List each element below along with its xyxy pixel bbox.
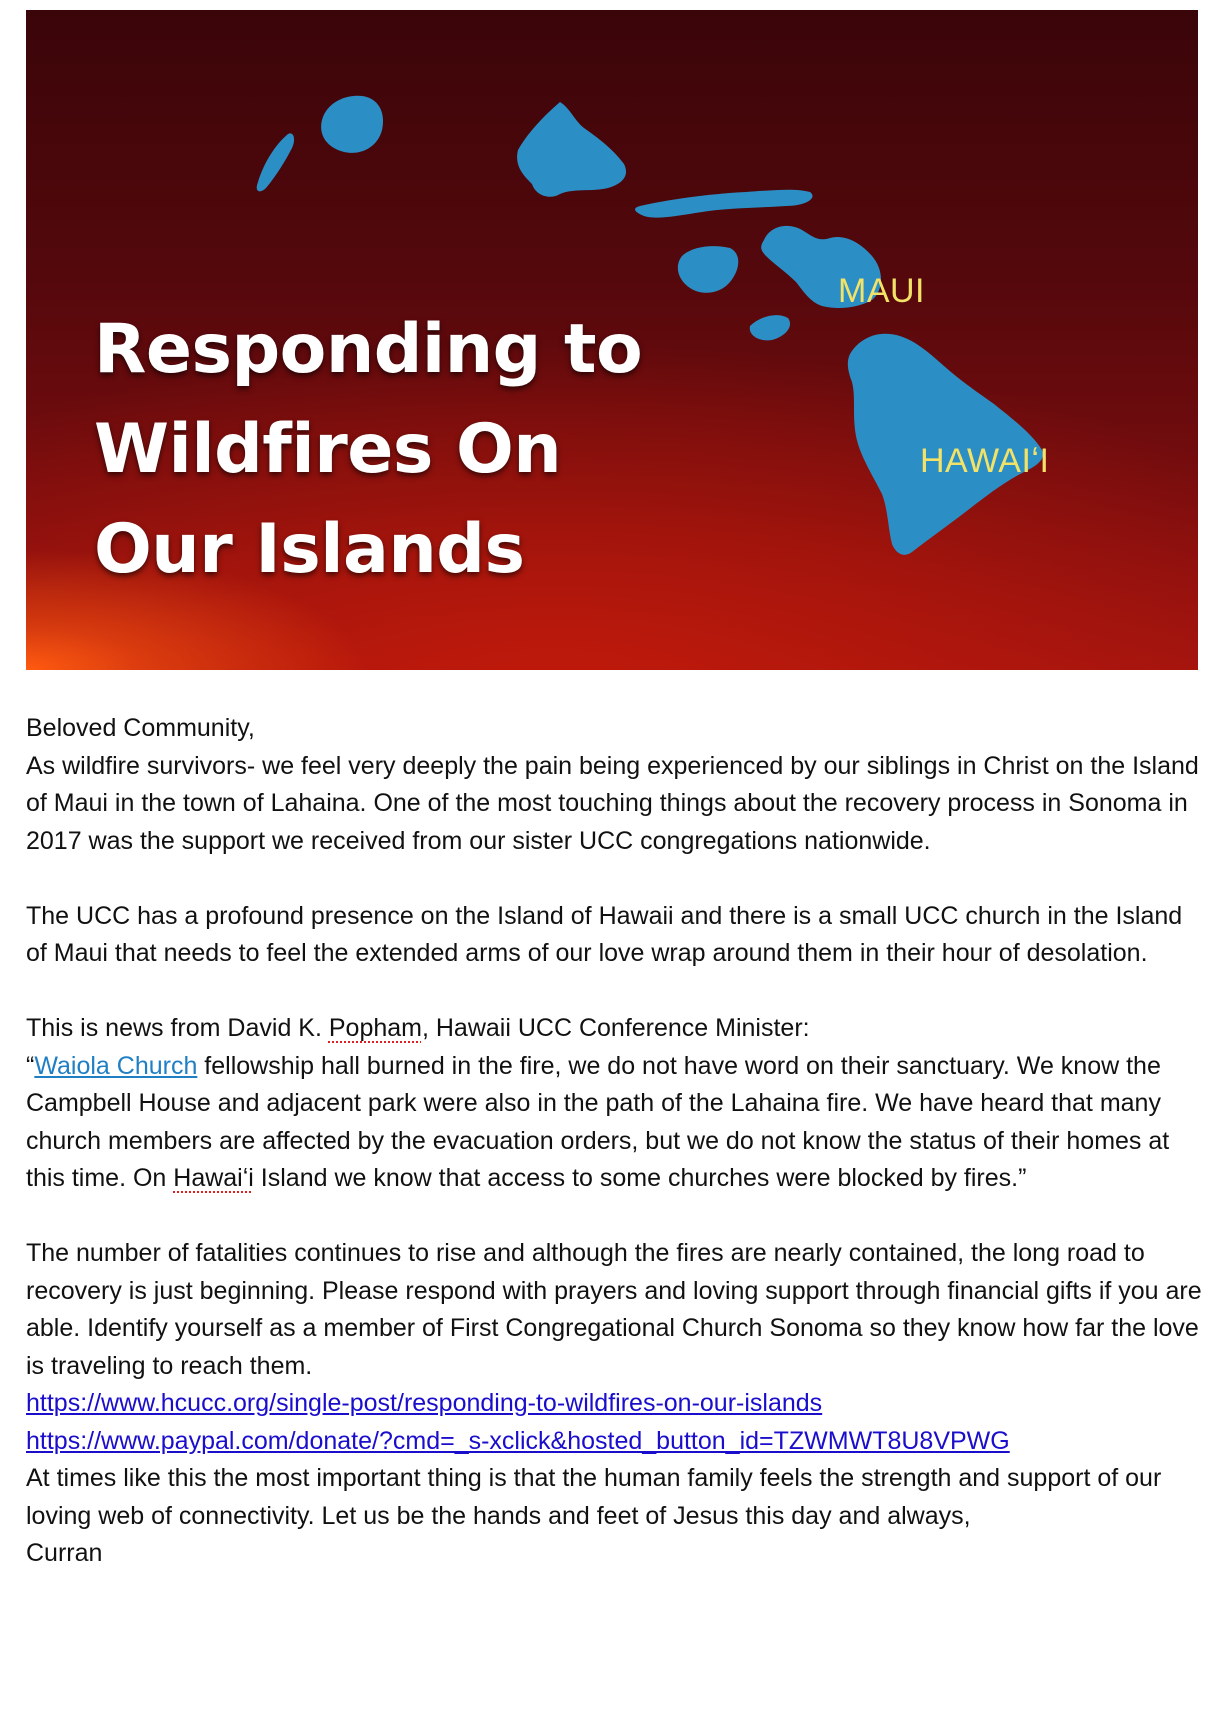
hcucc-link[interactable]: https://www.hcucc.org/single-post/responding-to-wildfires-on-our-islands	[26, 1389, 823, 1417]
map-label-hawaii: HAWAIʻI	[920, 442, 1050, 480]
paragraph-4: The number of fatalities continues to rise and although the fires are nearly contained, the long road to recovery is just beginning. Please respond with prayers and loving support through financial gifts if you are able. Identify yourself as a member of First Congregational Church Sonoma so they know how far the love is traveling to reach them.	[26, 1239, 1202, 1380]
closing-paragraph: At times like this the most important thing is that the human family feels the strength and support of our loving web of connectivity. Let us be the hands and feet of Jesus this day and always,	[26, 1464, 1162, 1530]
paypal-donate-link[interactable]: https://www.paypal.com/donate/?cmd=_s-xclick&hosted_button_id=TZWMWT8U8VPWG	[26, 1426, 1010, 1455]
name-popham: Popham	[328, 1014, 422, 1042]
island-lanai	[678, 246, 738, 293]
island-oahu	[517, 102, 626, 197]
map-label-maui: MAUI	[838, 272, 925, 310]
island-kahoolawe	[750, 315, 790, 340]
paragraph-spacer	[26, 973, 1206, 1011]
island-niihau	[257, 133, 294, 191]
hero-title	[94, 300, 734, 600]
word-hawaii: Hawaiʻi	[173, 1164, 254, 1192]
paragraph-spacer	[26, 1198, 1206, 1236]
news-intro-text-b: , Hawaii UCC Conference Minister:	[421, 1014, 810, 1042]
quote-text-b: Island we know that access to some churches were blocked by fires.”	[253, 1164, 1027, 1192]
signature: Curran	[26, 1539, 103, 1567]
paragraph-1: As wildfire survivors- we feel very deeply the pain being experienced by our siblings in Christ on the Island of Maui in the town of Lahaina. One of the most touching things about the recovery process in Sonoma in 2017 was the support we received from our sister UCC congregations nationwide.	[26, 751, 1199, 855]
island-molokai	[635, 190, 812, 218]
news-intro-text-a: This is news from David K.	[26, 1014, 329, 1042]
hero-title-line-2: Wildfires On	[94, 410, 562, 489]
hero-title-line-1: Responding to	[94, 310, 643, 389]
hero-banner	[26, 10, 1198, 670]
news-intro	[26, 1010, 1206, 1048]
news-quote	[26, 1048, 1206, 1198]
waiola-church-link[interactable]: Waiola Church	[34, 1051, 198, 1080]
hero-title-line-3: Our Islands	[94, 510, 525, 589]
paragraph-spacer	[26, 860, 1206, 898]
greeting: Beloved Community,	[26, 714, 255, 742]
island-kauai	[321, 96, 383, 153]
letter-body	[26, 710, 1206, 1573]
paragraph-2: The UCC has a profound presence on the Island of Hawaii and there is a small UCC church in the Island of Maui that needs to feel the extended arms of our love wrap around them in their hour of desolation.	[26, 901, 1183, 967]
quote-text-a: fellowship hall burned in the fire, we do not have word on their sanctuary. We know the Campbell House and adjacent park were also in the path of the Lahaina fire. We have heard that many church members are affected by the evacuation orders, but we do not know the status of their homes at this time. On	[26, 1051, 1170, 1192]
quote-open-mark: “	[26, 1051, 35, 1080]
